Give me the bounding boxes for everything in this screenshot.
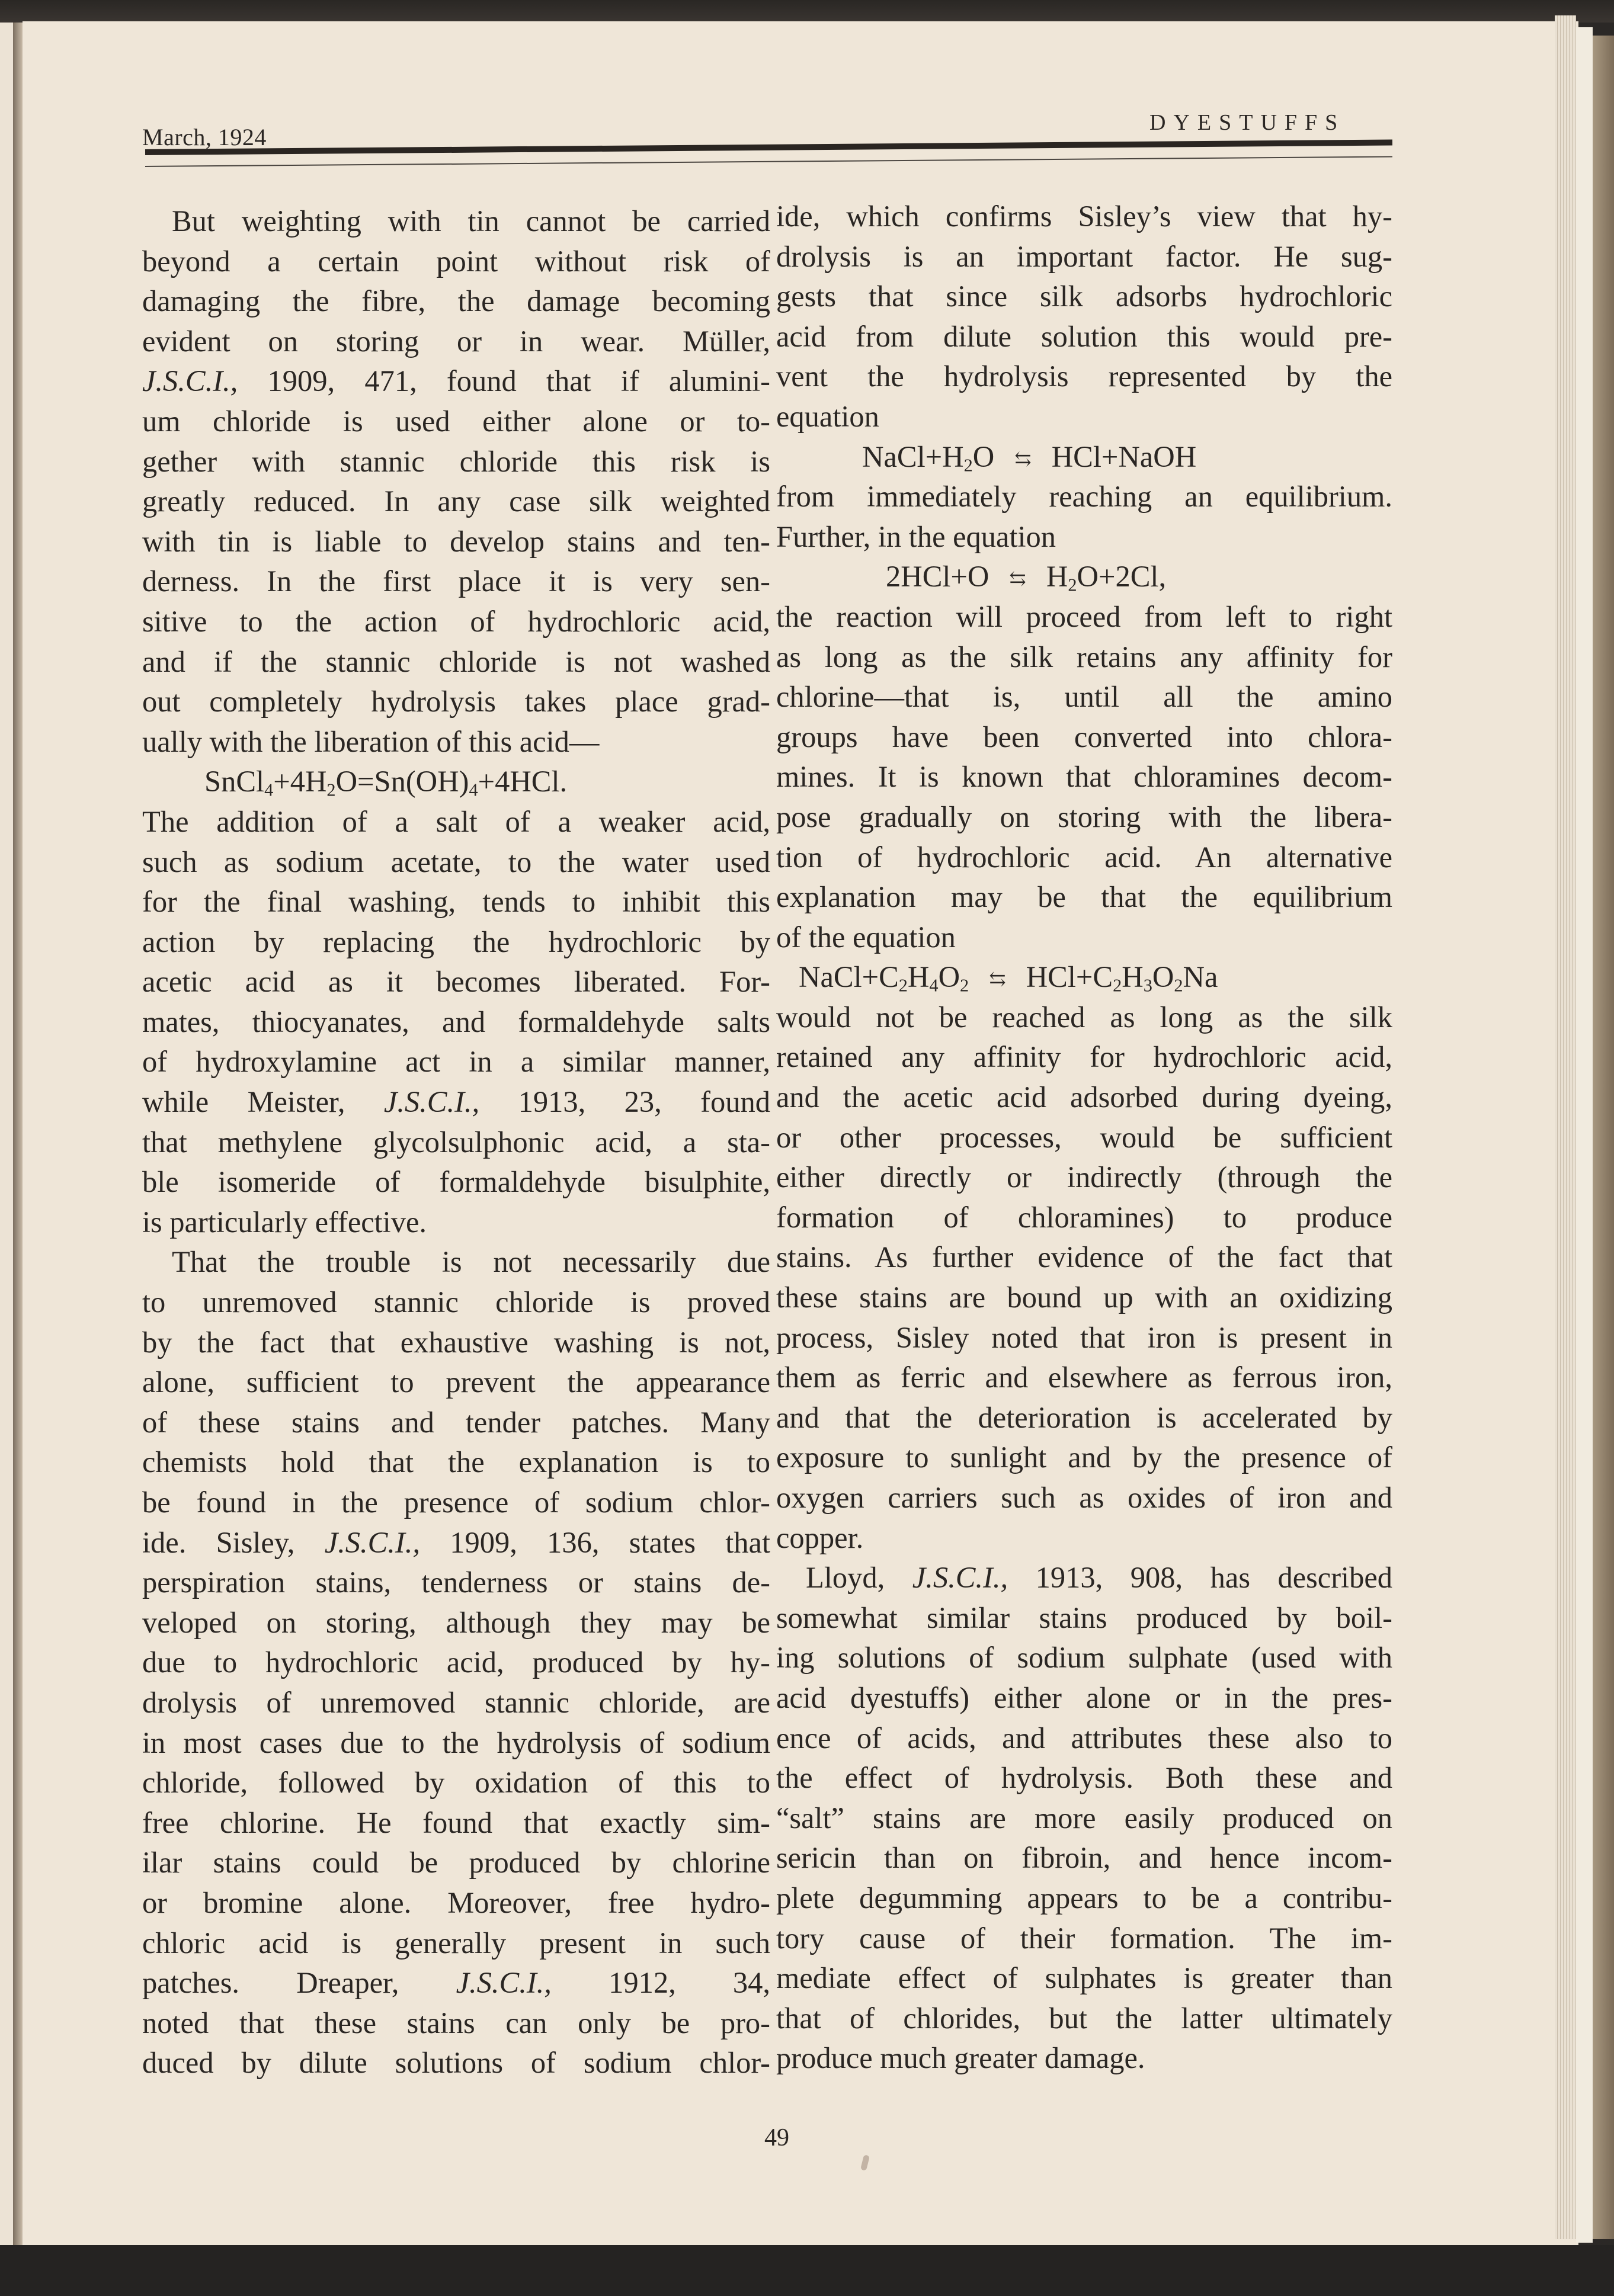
subscript: 2 (898, 975, 908, 996)
text-line: “salt” stains are more easily produced on (776, 1801, 1392, 1835)
subscript: 2 (960, 975, 969, 996)
text-line: from immediately reaching an equilibrium. (776, 480, 1392, 514)
text-line: or other processes, would be sufficient (776, 1120, 1392, 1154)
formula-text: HCl+C (1026, 960, 1113, 994)
chemical-equation (142, 762, 770, 802)
text-line: ing solutions of sodium sulphate (used with (776, 1641, 1392, 1675)
text-line: gests that since silk adsorbs hydrochloric (776, 280, 1392, 313)
text-line: is particularly effective. (142, 1205, 427, 1239)
equilibrium-arrow-icon: ⇆ (1014, 448, 1032, 470)
equilibrium-arrow-icon: ⇆ (989, 969, 1006, 991)
formula-text: O=Sn(OH) (335, 765, 469, 799)
text-line: be found in the presence of sodium chlor- (142, 1486, 770, 1519)
formula-text: O+2Cl, (1077, 560, 1167, 594)
subscript: 4 (929, 975, 939, 996)
formula-text: H (907, 960, 930, 994)
text-line: and the acetic acid adsorbed during dyeing, (776, 1080, 1392, 1114)
formula-text: O (1152, 960, 1174, 994)
formula-text: +4H (273, 765, 327, 799)
text-line: by the fact that exhaustive washing is not, (142, 1325, 770, 1359)
text-line: ually with the liberation of this acid— (142, 724, 600, 758)
book-gutter (13, 23, 23, 2245)
text-line: vent the hydrolysis represented by the (776, 360, 1392, 393)
text-line: greatly reduced. In any case silk weighted (142, 485, 770, 518)
text-line: these stains are bound up with an oxidizing (776, 1281, 1392, 1314)
subscript: 2 (963, 455, 973, 476)
subscript: 2 (1174, 975, 1183, 996)
text-line: as long as the silk retains any affinity for (776, 640, 1392, 674)
text-line: and if the stannic chloride is not washed (142, 644, 770, 678)
text-line: evident on storing or in wear. Müller, (142, 324, 770, 358)
formula-text: NaCl+H (862, 440, 964, 473)
text-segment: 1909, 136, states that (419, 1525, 770, 1559)
text-line: retained any affinity for hydrochloric acid, (776, 1040, 1392, 1074)
formula-text: H (1046, 560, 1068, 594)
text-line: chloric acid is generally present in such (142, 1926, 770, 1960)
text-line: duced by dilute solutions of sodium chlor- (142, 2046, 770, 2080)
book-cover-top (0, 0, 1614, 23)
text-line: out completely hydrolysis takes place grad- (142, 685, 770, 719)
text-line: tory cause of their formation. The im- (776, 1921, 1392, 1955)
text-line: equation (776, 399, 879, 433)
formula-text: H (1122, 960, 1144, 994)
text-line: of the equation (776, 920, 956, 954)
text-line: mates, thiocyanates, and formaldehyde salts (142, 1005, 770, 1038)
text-line: in most cases due to the hydrolysis of sodium (142, 1726, 770, 1759)
text-line: acetic acid as it becomes liberated. For- (142, 965, 770, 999)
text-line: such as sodium acetate, to the water used (142, 845, 770, 878)
book-cover-bottom (0, 2245, 1614, 2296)
text-line: the reaction will proceed from left to right (776, 599, 1392, 633)
text-line: due to hydrochloric acid, produced by hy- (142, 1646, 770, 1679)
text-line: sitive to the action of hydrochloric acid, (142, 604, 770, 638)
formula-text: O (938, 960, 960, 994)
formula-text: +4HCl. (478, 765, 568, 799)
text-line: Further, in the equation (776, 520, 1056, 553)
text-line: pose gradually on storing with the libera- (776, 800, 1392, 833)
text-line: formation of chloramines) to produce (776, 1200, 1392, 1234)
text-line: them as ferric and elsewhere as ferrous iron, (776, 1361, 1392, 1394)
text-line: with tin is liable to develop stains and ten- (142, 524, 770, 558)
text-line: drolysis of unremoved stannic chloride, are (142, 1685, 770, 1719)
subscript: 2 (1068, 575, 1077, 595)
subscript: 2 (326, 780, 336, 800)
journal-citation: J.S.C.I., (142, 364, 238, 398)
formula-text: 2HCl+O (886, 560, 989, 594)
text-line: action by replacing the hydrochloric by (142, 925, 770, 958)
text-line: somewhat similar stains produced by boil- (776, 1601, 1392, 1634)
text-line: The addition of a salt of a weaker acid, (142, 804, 770, 838)
subscript: 4 (264, 780, 274, 800)
text-line: would not be reached as long as the silk (776, 1000, 1392, 1034)
text-line (142, 1523, 770, 1563)
text-line: oxygen carriers such as oxides of iron and (776, 1481, 1392, 1514)
text-line (142, 1082, 770, 1123)
text-segment: 1913, 23, found (479, 1085, 770, 1119)
previous-page-edge (0, 23, 13, 2245)
text-line: or bromine alone. Moreover, free hydro- (142, 1885, 770, 1919)
text-segment: 1913, 908, has described (1008, 1561, 1392, 1595)
text-line: But weighting with tin cannot be carried (172, 204, 770, 238)
left-column (142, 201, 770, 2083)
text-line: um chloride is used either alone or to- (142, 404, 770, 438)
book-fore-edge (1593, 36, 1614, 2239)
chemical-equation (776, 957, 1392, 998)
text-line (142, 1963, 770, 2003)
text-segment: while Meister, (142, 1085, 384, 1119)
text-line (142, 361, 770, 402)
journal-citation: J.S.C.I., (324, 1525, 420, 1559)
page-stack-edges (1555, 15, 1576, 2239)
formula-text: O (972, 440, 995, 473)
text-segment: Lloyd, (806, 1561, 912, 1595)
text-line: tion of hydrochloric acid. An alternative (776, 840, 1392, 874)
text-line: produce much greater damage. (776, 2041, 1145, 2075)
formula-text: Na (1183, 960, 1218, 994)
text-line: noted that these stains can only be pro- (142, 2006, 770, 2040)
text-line: and that the deterioration is accelerated by (776, 1400, 1392, 1434)
text-line: that methylene glycolsulphonic acid, a sta- (142, 1125, 770, 1159)
journal-citation: J.S.C.I., (456, 1966, 552, 2000)
text-segment: 1912, 34, (551, 1966, 770, 2000)
text-line: exposure to sunlight and by the presence of (776, 1441, 1392, 1474)
formula-text: HCl+NaOH (1051, 440, 1197, 473)
page-number: 49 (764, 2124, 789, 2151)
text-line: either directly or indirectly (through the (776, 1160, 1392, 1194)
text-line: drolysis is an important factor. He sug- (776, 239, 1392, 273)
text-line: free chlorine. He found that exactly sim- (142, 1806, 770, 1839)
journal-citation: J.S.C.I., (912, 1561, 1008, 1595)
text-line: ilar stains could be produced by chlorine (142, 1846, 770, 1880)
text-line: veloped on storing, although they may be (142, 1605, 770, 1639)
text-line: sericin than on fibroin, and hence incom- (776, 1841, 1392, 1875)
text-line: alone, sufficient to prevent the appearance (142, 1365, 770, 1399)
text-line: copper. (776, 1521, 864, 1554)
text-line: mediate effect of sulphates is greater than (776, 1961, 1392, 1995)
text-line: acid from dilute solution this would pre- (776, 319, 1392, 353)
text-line: That the trouble is not necessarily due (172, 1245, 770, 1279)
text-segment: ide. Sisley, (142, 1525, 325, 1559)
equilibrium-arrow-icon: ⇆ (1009, 568, 1026, 591)
text-line: mines. It is known that chloramines decom- (776, 760, 1392, 794)
subscript: 2 (1113, 975, 1122, 996)
chemical-equation (776, 557, 1392, 597)
text-line: of hydroxylamine act in a similar manner, (142, 1045, 770, 1079)
text-segment: 1909, 471, found that if alumini- (238, 364, 770, 398)
journal-citation: J.S.C.I., (383, 1085, 480, 1119)
text-line: perspiration stains, tenderness or stains de- (142, 1566, 770, 1599)
text-line: damaging the fibre, the damage becoming (142, 284, 770, 318)
right-column (776, 197, 1392, 2079)
text-line: ble isomeride of formaldehyde bisulphite, (142, 1165, 770, 1199)
formula-text: NaCl+C (799, 960, 899, 994)
text-line: derness. In the first place it is very sen- (142, 565, 770, 598)
text-line: groups have been converted into chlora- (776, 720, 1392, 753)
page-edge-light (1576, 27, 1593, 2243)
text-line: chlorine—that is, until all the amino (776, 680, 1392, 714)
text-line: to unremoved stannic chloride is proved (142, 1285, 770, 1319)
header-date: March, 1924 (142, 124, 267, 150)
text-line (776, 1558, 1392, 1598)
text-line: acid dyestuffs) either alone or in the pres- (776, 1681, 1392, 1714)
text-line: ence of acids, and attributes these also to (776, 1721, 1392, 1755)
text-line: ide, which confirms Sisley’s view that hy- (776, 200, 1392, 233)
text-line: plete degumming appears to be a contribu- (776, 1881, 1392, 1915)
text-line: for the final washing, tends to inhibit this (142, 885, 770, 919)
text-line: chloride, followed by oxidation of this to (142, 1766, 770, 1800)
text-line: chemists hold that the explanation is to (142, 1445, 770, 1479)
text-line: the effect of hydrolysis. Both these and (776, 1761, 1392, 1795)
text-line: gether with stannic chloride this risk is (142, 444, 770, 478)
text-line: stains. As further evidence of the fact that (776, 1240, 1392, 1274)
subscript: 3 (1143, 975, 1152, 996)
text-line: process, Sisley noted that iron is present in (776, 1320, 1392, 1354)
text-line: beyond a certain point without risk of (142, 244, 770, 278)
header-journal-title: DYESTUFFS (1149, 110, 1346, 135)
text-line: explanation may be that the equilibrium (776, 880, 1392, 914)
subscript: 4 (469, 780, 478, 800)
text-line: that of chlorides, but the latter ultimately (776, 2001, 1392, 2035)
formula-text: SnCl (204, 765, 265, 799)
text-line: of these stains and tender patches. Many (142, 1405, 770, 1439)
text-segment: patches. Dreaper, (142, 1966, 456, 2000)
chemical-equation (776, 437, 1392, 477)
